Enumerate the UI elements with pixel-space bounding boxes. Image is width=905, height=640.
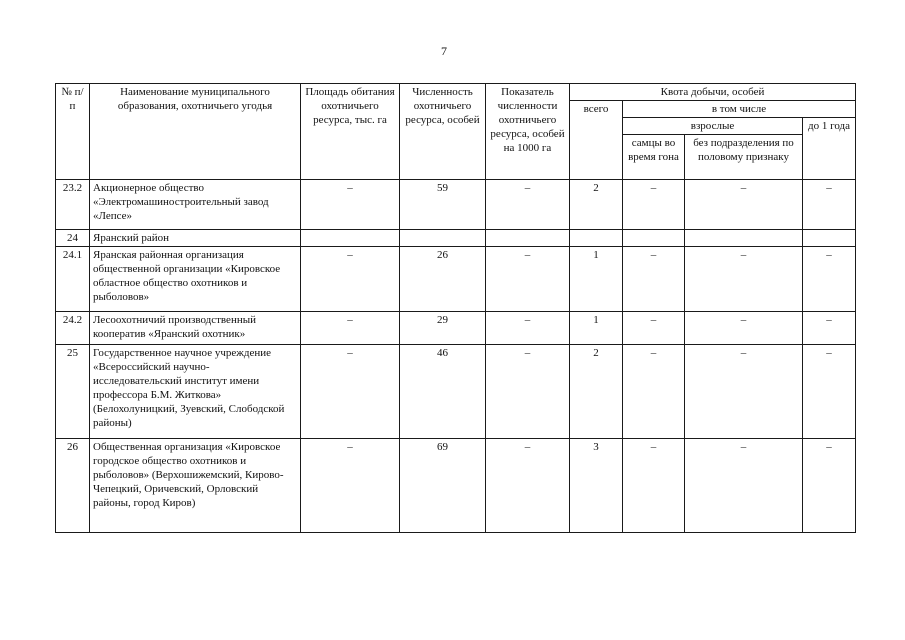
hunting-quota-table — [55, 83, 856, 533]
row-total: 1 — [570, 247, 623, 312]
header-population: Численность охотничьего ресурса, особей — [400, 84, 486, 180]
row-name: Лесоохотничий производственный кооператив «Яранский охотник» — [90, 312, 301, 345]
row-population: 59 — [400, 180, 486, 230]
row-males-rut: – — [623, 247, 685, 312]
row-population: 69 — [400, 439, 486, 533]
header-total: всего — [570, 101, 623, 180]
header-no-sex: без подразделения по половому признаку — [685, 135, 803, 180]
row-density: – — [486, 312, 570, 345]
header-density: Показатель численности охотничьего ресурса, особей на 1000 га — [486, 84, 570, 180]
row-males-rut: – — [623, 345, 685, 439]
row-population: 46 — [400, 345, 486, 439]
table-row — [56, 247, 856, 312]
row-id: 26 — [56, 439, 90, 533]
row-area — [301, 230, 400, 247]
row-population: 26 — [400, 247, 486, 312]
row-males-rut — [623, 230, 685, 247]
table-row — [56, 230, 856, 247]
row-total: 1 — [570, 312, 623, 345]
row-name: Государственное научное учреждение «Всероссийский научно-исследовательский институт имени профессора Б.М. Житкова» (Белохолуницкий, Зуевский, Слободской районы) — [90, 345, 301, 439]
header-males-rut: самцы во время гона — [623, 135, 685, 180]
row-total — [570, 230, 623, 247]
row-name: Акционерное общество «Электромашиностроительный завод «Лепсе» — [90, 180, 301, 230]
row-no-sex: – — [685, 247, 803, 312]
row-area: – — [301, 312, 400, 345]
row-density: – — [486, 180, 570, 230]
header-under-1: до 1 года — [803, 118, 856, 180]
row-males-rut: – — [623, 180, 685, 230]
row-no-sex: – — [685, 439, 803, 533]
row-no-sex: – — [685, 312, 803, 345]
table-row — [56, 345, 856, 439]
row-under-1: – — [803, 345, 856, 439]
header-including: в том числе — [623, 101, 856, 118]
row-population: 29 — [400, 312, 486, 345]
row-no-sex: – — [685, 345, 803, 439]
row-no-sex — [685, 230, 803, 247]
row-id: 24.1 — [56, 247, 90, 312]
page-number: 7 — [441, 44, 447, 58]
row-density — [486, 230, 570, 247]
row-no-sex: – — [685, 180, 803, 230]
header-quota: Квота добычи, особей — [570, 84, 856, 101]
row-id: 24 — [56, 230, 90, 247]
header-no: № п/п — [56, 84, 90, 180]
row-density: – — [486, 247, 570, 312]
header-name: Наименование муниципального образования, охотничьего угодья — [90, 84, 301, 180]
row-density: – — [486, 345, 570, 439]
header-area: Площадь обитания охотничьего ресурса, тыс. га — [301, 84, 400, 180]
row-males-rut: – — [623, 312, 685, 345]
table-row — [56, 312, 856, 345]
row-population — [400, 230, 486, 247]
row-area: – — [301, 439, 400, 533]
header-adults: взрослые — [623, 118, 803, 135]
row-under-1: – — [803, 312, 856, 345]
row-total: 2 — [570, 345, 623, 439]
row-under-1 — [803, 230, 856, 247]
table-row — [56, 180, 856, 230]
row-name: Яранская районная организация общественной организации «Кировское областное общество охотников и рыболовов» — [90, 247, 301, 312]
row-id: 24.2 — [56, 312, 90, 345]
row-area: – — [301, 247, 400, 312]
row-total: 3 — [570, 439, 623, 533]
row-under-1: – — [803, 247, 856, 312]
row-area: – — [301, 345, 400, 439]
row-id: 23.2 — [56, 180, 90, 230]
row-under-1: – — [803, 439, 856, 533]
row-under-1: – — [803, 180, 856, 230]
row-name: Общественная организация «Кировское городское общество охотников и рыболовов» (Верхошижемский, Кирово-Чепецкий, Оричевский, Орловский районы, город Киров) — [90, 439, 301, 533]
row-name: Яранский район — [90, 230, 301, 247]
row-density: – — [486, 439, 570, 533]
row-total: 2 — [570, 180, 623, 230]
row-area: – — [301, 180, 400, 230]
row-id: 25 — [56, 345, 90, 439]
table-row — [56, 439, 856, 533]
row-males-rut: – — [623, 439, 685, 533]
